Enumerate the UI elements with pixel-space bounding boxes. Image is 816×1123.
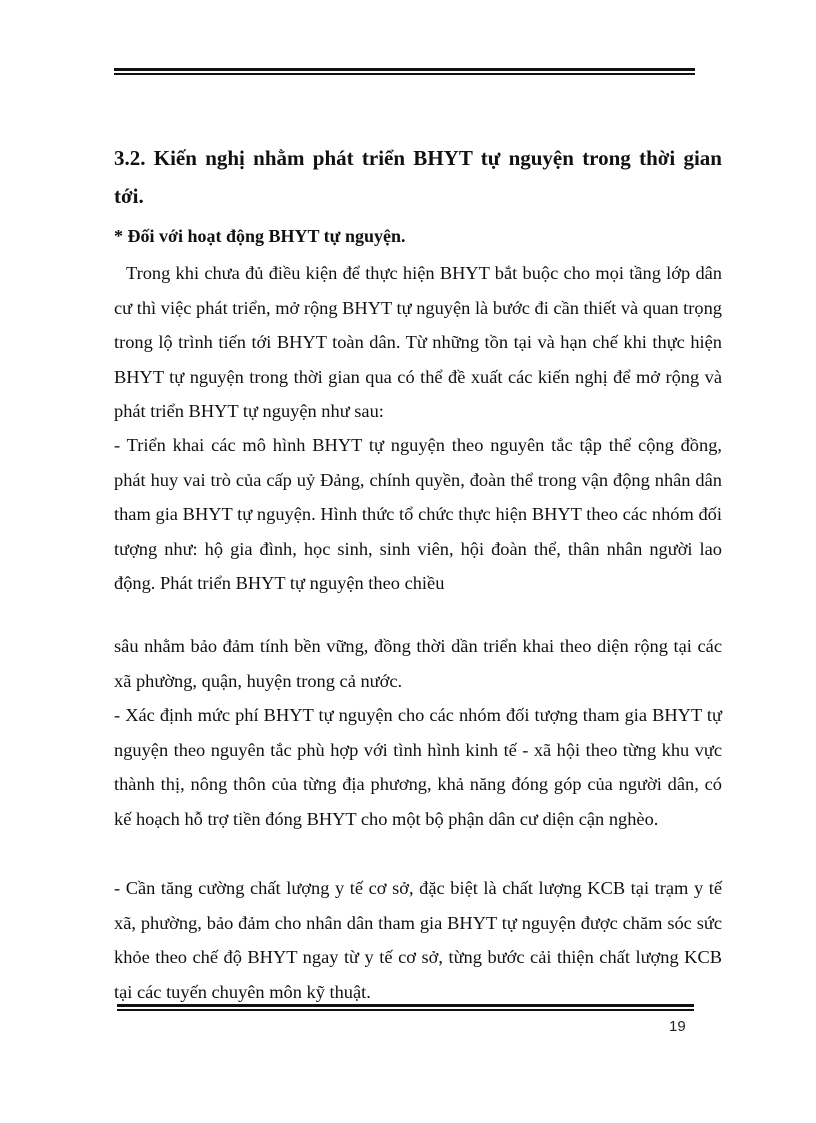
footer-rule-thick-line <box>117 1004 694 1007</box>
footer-rule <box>117 1004 694 1011</box>
paragraph-point-1: - Triển khai các mô hình BHYT tự nguyện theo nguyên tắc tập thể cộng đồng, phát huy vai trò của cấp uỷ Đảng, chính quyền, đoàn thể trong vận động nhân dân tham gia BHYT tự nguyện. Hình thức tổ chức thực hiện BHYT theo các nhóm đối tượng như: hộ gia đình, học sinh, sinh viên, hội đoàn thể, thân nhân người lao động. Phát triển BHYT tự nguyện theo chiều <box>114 435 722 593</box>
header-rule <box>114 68 695 75</box>
paragraph-point-1-continued: sâu nhằm bảo đảm tính bền vững, đồng thời dần triển khai theo diện rộng tại các xã phường, quận, huyện trong cả nước. <box>114 636 722 691</box>
page-number: 19 <box>669 1018 686 1035</box>
paragraph-point-3: - Cần tăng cường chất lượng y tế cơ sở, đặc biệt là chất lượng KCB tại trạm y tế xã, phường, bảo đảm cho nhân dân tham gia BHYT tự nguyện được chăm sóc sức khỏe theo chế độ BHYT ngay từ y tế cơ sở, từng bước cải thiện chất lượng KCB tại các tuyến chuyên môn kỹ thuật. <box>114 878 722 1002</box>
section-heading: 3.2. Kiến nghị nhằm phát triển BHYT tự nguyện trong thời gian tới. <box>114 146 722 208</box>
paragraph-point-2: - Xác định mức phí BHYT tự nguyện cho các nhóm đối tượng tham gia BHYT tự nguyện theo nguyên tắc phù hợp với tình hình kinh tế - xã hội theo từng khu vực thành thị, nông thôn của từng địa phương, khả năng đóng góp của người dân, có kế hoạch hỗ trợ tiền đóng BHYT cho một bộ phận dân cư diện cận nghèo. <box>114 705 722 829</box>
subsection-heading: * Đối với hoạt động BHYT tự nguyện. <box>114 226 406 246</box>
header-rule-thin-line <box>114 73 695 75</box>
footer-rule-thin-line <box>117 1009 694 1011</box>
header-rule-thick-line <box>114 68 695 71</box>
paragraph-intro: Trong khi chưa đủ điều kiện để thực hiện BHYT bắt buộc cho mọi tầng lớp dân cư thì việc phát triển, mở rộng BHYT tự nguyện là bước đi cần thiết và quan trọng trong lộ trình tiến tới BHYT toàn dân. Từ những tồn tại và hạn chế khi thực hiện BHYT tự nguyện trong thời gian qua có thể đề xuất các kiến nghị để mở rộng và phát triển BHYT tự nguyện như sau: <box>114 263 722 421</box>
